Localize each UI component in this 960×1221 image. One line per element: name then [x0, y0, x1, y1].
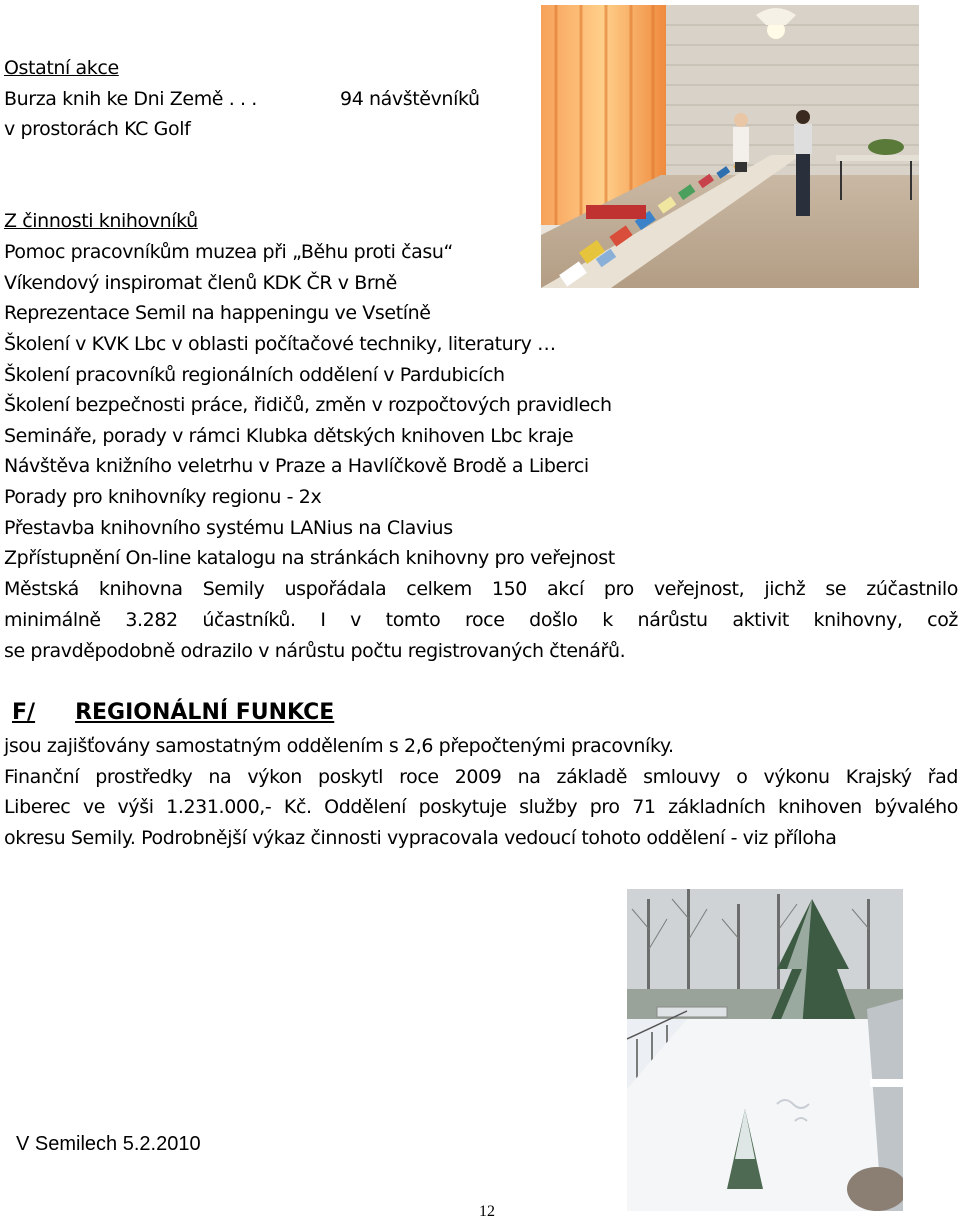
list-item: Školení v KVK Lbc v oblasti počítačové techniky, literatury … [4, 333, 556, 355]
regional-line: okresu Semily. Podrobnější výkaz činnosti vypracovala vedoucí tohoto oddělení - viz příloha [4, 827, 837, 849]
regional-line: Finanční prostředky na výkon poskytl roce 2009 na základě smlouvy o výkonu Krajský řad [4, 766, 958, 788]
book-fair-photo [541, 5, 919, 288]
page-number: 12 [479, 1203, 495, 1220]
event-venue: v prostorách KC Golf [4, 118, 191, 140]
list-item: Porady pro knihovníky regionu - 2x [4, 486, 322, 508]
list-item: Návštěva knižního veletrhu v Praze a Havlíčkově Brodě a Liberci [4, 455, 589, 477]
section-heading-regional [12, 700, 334, 725]
regional-line: Liberec ve výši 1.231.000,- Kč. Oddělení poskytuje služby pro 71 základních knihoven bývalého [4, 796, 958, 818]
list-item: Školení bezpečnosti práce, řidičů, změn v rozpočtových pravidlech [4, 394, 612, 416]
list-item: Pomoc pracovníkům muzea při „Běhu proti času“ [4, 241, 454, 263]
list-item: Přestavba knihovního systému LANius na Clavius [4, 517, 453, 539]
list-item: Školení pracovníků regionálních oddělení v Pardubicích [4, 364, 505, 386]
section-letter: F/ [12, 700, 36, 725]
event-visitor-count: 94 návštěvníků [340, 88, 480, 110]
list-item: Semináře, porady v rámci Klubka dětských knihoven Lbc kraje [4, 425, 574, 447]
section-heading-other-events: Ostatní akce [4, 57, 119, 79]
section-heading-staff-activities: Z činnosti knihovníků [4, 210, 198, 232]
list-item: Zpřístupnění On-line katalogu na stránkách knihovny pro veřejnost [4, 547, 615, 569]
list-item: Víkendový inspiromat členů KDK ČR v Brně [4, 272, 397, 294]
section-title: REGIONÁLNÍ FUNKCE [75, 700, 335, 725]
summary-line: minimálně 3.282 účastníků. I v tomto roce došlo k nárůstu aktivit knihovny, což [4, 609, 958, 631]
snowy-garden-photo [627, 889, 903, 1211]
list-item: Reprezentace Semil na happeningu ve Vsetíně [4, 302, 431, 324]
regional-line: jsou zajišťovány samostatným oddělením s 2,6 přepočtenými pracovníky. [4, 735, 674, 757]
summary-line: se pravděpodobně odrazilo v nárůstu počtu registrovaných čtenářů. [4, 640, 626, 662]
event-book-exchange: Burza knih ke Dni Země . . . [4, 88, 257, 110]
date-signature: V Semilech 5.2.2010 [16, 1133, 201, 1155]
summary-line: Městská knihovna Semily uspořádala celkem 150 akcí pro veřejnost, jichž se zúčastnilo [4, 578, 958, 600]
